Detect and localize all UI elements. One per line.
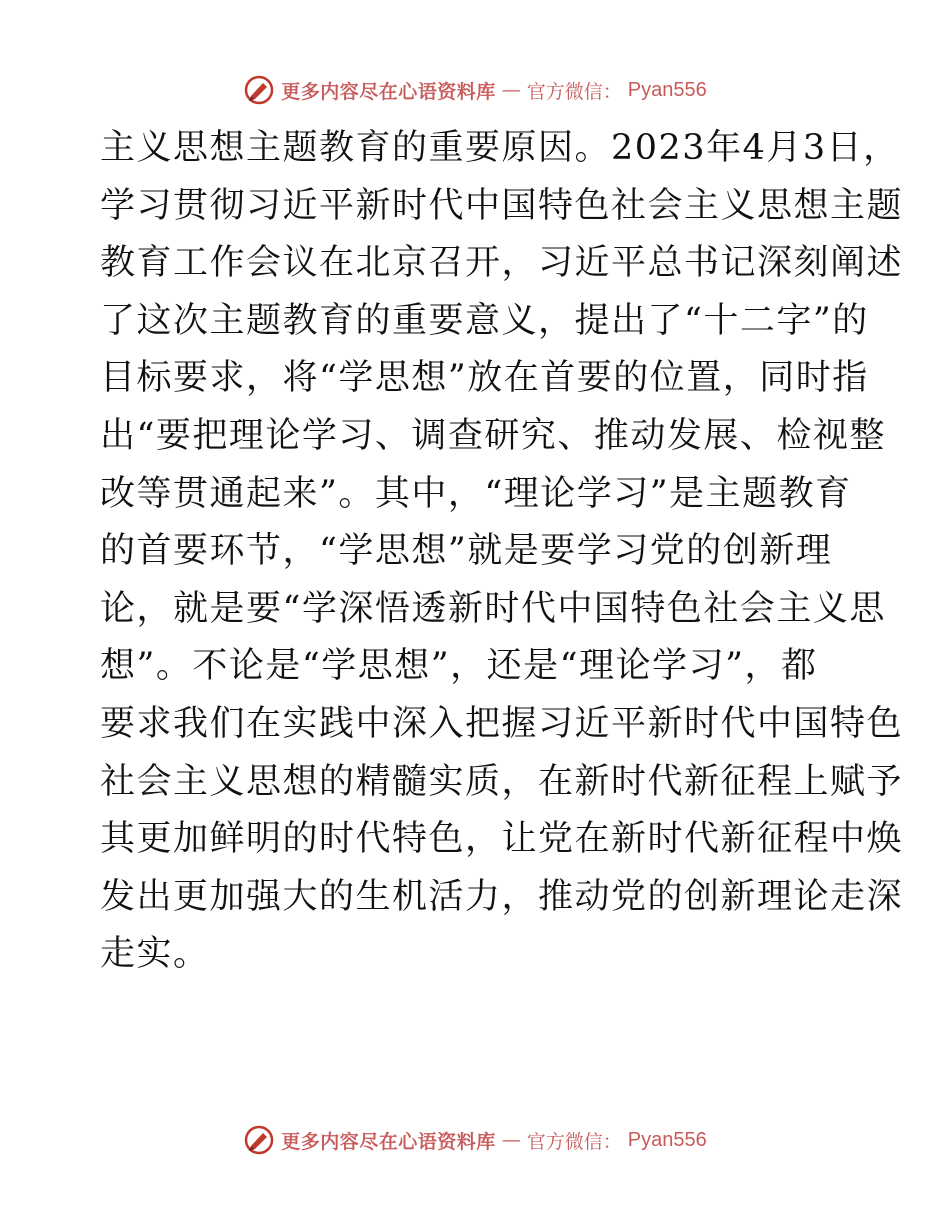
text-line: 了这次主题教育的重要意义，提出了“十二字”的	[100, 300, 869, 341]
text-line: 其更加鲜明的时代特色，让党在新时代新征程中焕	[100, 819, 904, 860]
watermark-contact-label: 官方微信：	[526, 80, 622, 103]
watermark-separator: —	[501, 79, 521, 101]
watermark-separator: —	[501, 1129, 521, 1151]
text-line: 主义思想主题教育的重要原因。2023年4月3日，	[100, 128, 900, 168]
text-line: 社会主义思想的精髓实质，在新时代新征程上赋予	[100, 761, 904, 802]
text-line: 的首要环节，“学思想”就是要学习党的创新理	[100, 531, 833, 572]
header-watermark	[0, 72, 950, 108]
pen-logo-icon	[243, 74, 275, 106]
text-line: 走实。	[100, 934, 210, 975]
body-paragraph	[100, 120, 904, 984]
watermark-contact-id: Pyan556	[627, 78, 707, 101]
text-line: 教育工作会议在北京召开，习近平总书记深刻阐述	[100, 243, 904, 284]
watermark-brand: 更多内容尽在心语资料库	[281, 80, 496, 103]
text-line: 出“要把理论学习、调查研究、推动发展、检视整	[100, 415, 886, 456]
text-line: 想”。不论是“学思想”，还是“理论学习”，都	[100, 646, 818, 687]
text-line: 目标要求，将“学思想”放在首要的位置，同时指	[100, 358, 869, 399]
text-line: 发出更加强大的生机活力，推动党的创新理论走深	[100, 876, 904, 917]
watermark-contact-id: Pyan556	[627, 1128, 707, 1151]
text-line: 论，就是要“学深悟透新时代中国特色社会主义思	[100, 588, 886, 629]
text-line: 要求我们在实践中深入把握习近平新时代中国特色	[100, 703, 904, 744]
watermark-contact-label: 官方微信：	[526, 1130, 622, 1153]
text-line: 学习贯彻习近平新时代中国特色社会主义思想主题	[100, 185, 904, 226]
footer-watermark	[0, 1122, 950, 1158]
text-line: 改等贯通起来”。其中，“理论学习”是主题教育	[100, 473, 852, 514]
watermark-brand: 更多内容尽在心语资料库	[281, 1130, 496, 1153]
pen-logo-icon	[243, 1124, 275, 1156]
